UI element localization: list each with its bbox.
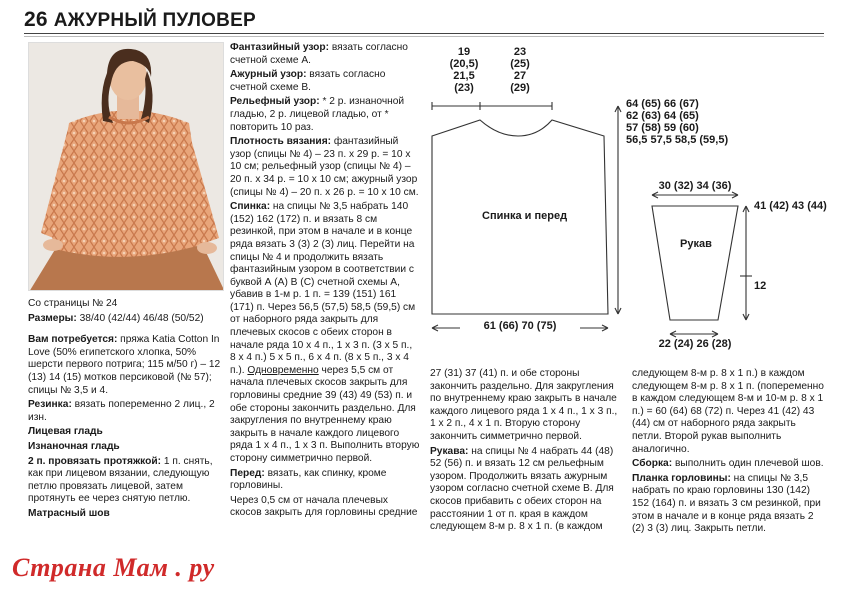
pattern-number: 26 [24, 8, 48, 31]
materials-value: пряжа Katia Cotton In Love (50% египетского хлопка, 50% шерсти первого потрига; 115 м/50 г) – 12 (13) 14 (15) мотков персиковой (№ 57); спицы № 3,5 и 4. [28, 334, 221, 396]
sleeves-continued: следующем 8-м р. 8 x 1 п.) в каждом следующем 8-м р. 8 x 1 п. (попеременно в каждом следующем 8-м и 10-м р. 8 x 1 п.) = 60 (64) 68 (72) п. Через 41 (42) 43 (44) см от наборного ряда закрыть петли. Второй рукав выполнить аналогично. [632, 368, 824, 455]
front-label: Перед: [230, 467, 265, 479]
sizes-label: Размеры: [28, 312, 77, 324]
source-note: Со страницы № 24 [28, 298, 118, 309]
assembly-value: выполнить один плечевой шов. [672, 458, 824, 470]
body-height-labels [626, 98, 728, 146]
sleeve-rib-label: 12 [754, 280, 767, 292]
body-piece-label: Спинка и перед [482, 210, 568, 222]
shoulder-width-4: (23) [454, 82, 474, 94]
neckband-label: Планка горловины: [632, 472, 731, 484]
fancy-pattern-label: Фантазийный узор: [230, 42, 330, 53]
simultaneously-word: Одновременно [247, 364, 319, 376]
body-width-label: 61 (66) 70 (75) [460, 320, 580, 332]
gauge-value: фантазийный узор (спицы № 4) – 23 п. x 29 р. = 10 x 10 см; рельефный узор (спицы № 4) – 20 п. x 34 р. = 10 x 10 см; ажурный узор (спицы № 4) – 20 п. x 26 р. = 10 x 10 см. [230, 136, 419, 198]
fancy-pattern-value: вязать согласно счетной схеме А. [230, 42, 408, 66]
shoulder-width-3: 21,5 [453, 70, 475, 82]
rib-label: Резинка: [28, 399, 72, 411]
relief-pattern-label: Рельефный узор: [230, 96, 320, 108]
sleeve-bottom-width-label: 22 (24) 26 (28) [658, 338, 732, 350]
back-label: Спинка: [230, 201, 271, 213]
neck-width-2: (25) [510, 58, 530, 70]
model-illustration [29, 43, 224, 291]
model-photo [28, 42, 224, 291]
k2tog-value: 1 п. снять, как при лицевом вязании, следующую петлю провязать лицевой, затем протянуть ее через снятую петлю. [28, 455, 213, 505]
title-divider-secondary [24, 36, 824, 37]
sleeves-label: Рукава: [430, 445, 469, 457]
sleeves-value: на спицы № 4 набрать 44 (48) 52 (56) п. и вязать 12 см рельефным узором. Продолжить вязать ажурным узором согласно счетной схеме В. Для скосов прибавить с обеих сторон на расстоянии 1 от п. края в каждом следующем 8-м р. 8 x 1 п. (в каждом [430, 445, 614, 533]
reverse-stockinette-heading: Изнаночная гладь [28, 440, 120, 452]
shoulder-width-1: 19 [457, 46, 471, 58]
column-3 [430, 368, 620, 536]
body-height-1: 64 (65) 66 (67) [626, 98, 699, 110]
shoulder-width-2: (20,5) [449, 58, 479, 70]
body-height-2: 62 (63) 64 (65) [626, 110, 699, 122]
neck-width-3: 27 [513, 70, 527, 82]
neck-width-1: 23 [513, 46, 527, 58]
sleeve-length-label: 41 (42) 43 (44) [754, 200, 827, 212]
front-neck-text: Через 0,5 см от начала плечевых скосов закрыть для горловины средние [230, 494, 418, 519]
back-value-2: через 5,5 см от начала плечевых скосов закрыть для горловины средние 39 (43) 49 (53) п. и обе стороны закончить раздельно. Для закругления по внутреннему краю закрыть в начале каждого лицевого ряда 1 x 4 п., 1 x 3 п. Выполнить вторую сторону симметрично первой. [230, 364, 420, 464]
front-neck-continued: 27 (31) 37 (41) п. и обе стороны закончить раздельно. Для закругления по внутреннему краю закрыть в начале каждого лицевого ряда 1 x 4 п., 1 x 3 п., 1 x 2 п., 4 x 1 п. Вторую сторону закончить симметрично первой. [430, 368, 618, 442]
gauge-label: Плотность вязания: [230, 136, 332, 148]
sleeve-piece-label: Рукав [680, 238, 712, 250]
column-4 [632, 368, 828, 538]
body-height-3: 57 (58) 59 (60) [626, 122, 699, 134]
column-2 [230, 42, 420, 522]
shoulder-width-labels [446, 46, 482, 94]
lace-pattern-value: вязать согласно счетной схеме В. [230, 69, 386, 93]
site-watermark: Страна Мам . ру [12, 553, 215, 582]
back-value-1: на спицы № 3,5 набрать 140 (152) 162 (172) п. и вязать 8 см резинкой, при этом в начале и в конце ряда вязать 3 (3) 2 (3) лиц. Перейти на спицы № 4 и продолжить вязать фантазийным узором в соответствии с буквой А (А) В (С) счетной схемы А, убавив в 1-м р. 1 п. = 139 (151) 161 (171) п. Через 56,5 (57,5) 58,5 (59,5) см от наборного ряда закрыть для плечевых скосов с обеих сторон в начале ряда 10 x 4 п., 1 x 3 п. (3 x 5 п., 8 x 4 п.) 5 x 5 п., 6 x 4 п. (8 x 5 п., 3 x 4 п.). [230, 201, 416, 376]
pattern-title: АЖУРНЫЙ ПУЛОВЕР [53, 10, 256, 31]
neck-width-labels [502, 46, 538, 94]
lace-pattern-label: Ажурный узор: [230, 69, 307, 81]
neckband-value: на спицы № 3,5 набрать по краю горловины 130 (142) 152 (164) п. и вязать 3 см резинкой, при этом в начале и в конце ряда вязать 2 (2) 3 (3) лиц. Закрыть петли. [632, 472, 821, 535]
rib-value: вязать попеременно 2 лиц., 2 изн. [28, 399, 215, 423]
schematic-diagram [420, 40, 830, 365]
column-1 [28, 298, 224, 523]
mattress-seam-heading: Матрасный шов [28, 507, 110, 519]
stockinette-heading: Лицевая гладь [28, 426, 103, 438]
sleeve-top-width-label: 30 (32) 34 (36) [658, 180, 732, 192]
title-divider [24, 33, 824, 34]
body-height-4: 56,5 57,5 58,5 (59,5) [626, 134, 729, 146]
materials-label: Вам потребуется: [28, 334, 118, 346]
assembly-label: Сборка: [632, 458, 673, 470]
k2tog-label: 2 п. провязать протяжкой: [28, 455, 162, 467]
page-title [24, 8, 256, 32]
front-value: вязать, как спинку, кроме горловины. [230, 467, 387, 492]
neck-width-4: (29) [510, 82, 530, 94]
sizes-value: 38/40 (42/44) 46/48 (50/52) [76, 312, 204, 324]
relief-pattern-value: * 2 р. изнаночной гладью, 2 р. лицевой гладью, от * повторить 10 раз. [230, 96, 405, 133]
